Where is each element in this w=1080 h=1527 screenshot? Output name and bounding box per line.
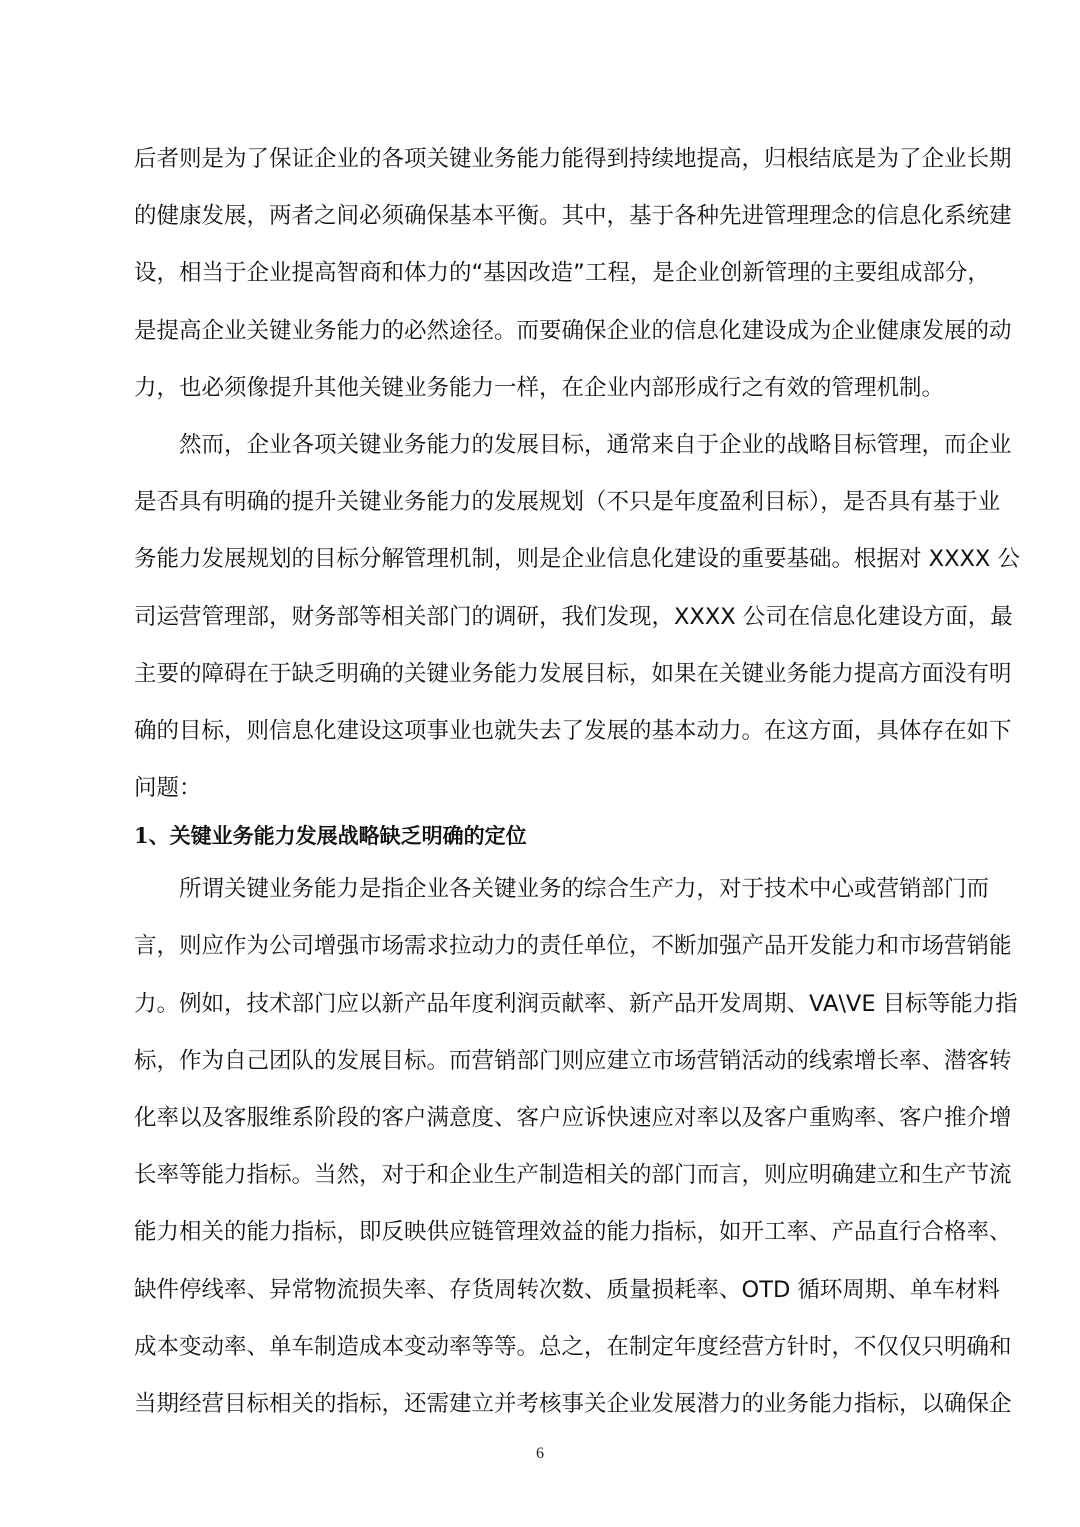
paragraph-line: 务能力发展规划的目标分解管理机制，则是企业信息化建设的重要基础。根据对 XXXX 公 bbox=[134, 546, 1020, 573]
paragraph-line: 长率等能力指标。当然，对于和企业生产制造相关的部门而言，则应明确建立和生产节流 bbox=[134, 1162, 1012, 1189]
paragraph-line: 所谓关键业务能力是指企业各关键业务的综合生产力，对于技术中心或营销部门而 bbox=[179, 876, 990, 903]
paragraph-line: 的健康发展，两者之间必须确保基本平衡。其中，基于各种先进管理理念的信息化系统建 bbox=[134, 203, 1012, 230]
paragraph-line: 标，作为自己团队的发展目标。而营销部门则应建立市场营销活动的线索增长率、潜客转 bbox=[134, 1047, 1012, 1074]
paragraph-line: 力，也必须像提升其他关键业务能力一样，在企业内部形成行之有效的管理机制。 bbox=[134, 374, 945, 401]
paragraph-line: 当期经营目标相关的指标，还需建立并考核事关企业发展潜力的业务能力指标，以确保企 bbox=[134, 1390, 1012, 1417]
paragraph-2 bbox=[134, 417, 1020, 817]
paragraph-line: 设，相当于企业提高智商和体力的“基因改造”工程，是企业创新管理的主要组成部分， bbox=[134, 260, 990, 287]
paragraph-line: 缺件停线率、异常物流损失率、存货周转次数、质量损耗率、OTD 循环周期、单车材料 bbox=[134, 1276, 1000, 1303]
paragraph-line: 言，则应作为公司增强市场需求拉动力的责任单位，不断加强产品开发能力和市场营销能 bbox=[134, 933, 1012, 960]
paragraph-line: 主要的障碍在于缺乏明确的关键业务能力发展目标，如果在关键业务能力提高方面没有明 bbox=[134, 660, 1012, 687]
page-body bbox=[134, 131, 1020, 1433]
paragraph-line: 是提高企业关键业务能力的必然途径。而要确保企业的信息化建设成为企业健康发展的动 bbox=[134, 317, 1012, 344]
paragraph-line: 问题： bbox=[134, 775, 202, 802]
page-number: 6 bbox=[536, 1445, 544, 1462]
paragraph-line: 司运营管理部，财务部等相关部门的调研，我们发现，XXXX 公司在信息化建设方面，最 bbox=[134, 603, 1013, 630]
paragraph-line: 力。例如，技术部门应以新产品年度利润贡献率、新产品开发周期、VA\VE 目标等能力指 bbox=[134, 990, 1018, 1017]
paragraph-1 bbox=[134, 131, 1012, 417]
paragraph-line: 后者则是为了保证企业的各项关键业务能力能得到持续地提高，归根结底是为了企业长期 bbox=[134, 146, 1012, 172]
paragraph-line: 化率以及客服维系阶段的客户满意度、客户应诉快速应对率以及客户重购率、客户推介增 bbox=[134, 1105, 1012, 1131]
paragraph-line: 成本变动率、单车制造成本变动率等等。总之，在制定年度经营方针时，不仅仅只明确和 bbox=[134, 1333, 1012, 1360]
section-heading: 1、关键业务能力发展战略缺乏明确的定位 bbox=[134, 823, 527, 849]
paragraph-line: 是否具有明确的提升关键业务能力的发展规划（不只是年度盈利目标），是否具有基于业 bbox=[134, 489, 1001, 516]
paragraph-3 bbox=[134, 861, 1018, 1433]
paragraph-line: 然而，企业各项关键业务能力的发展目标，通常来自于企业的战略目标管理，而企业 bbox=[179, 431, 1012, 458]
paragraph-line: 能力相关的能力指标，即反映供应链管理效益的能力指标，如开工率、产品直行合格率、 bbox=[134, 1219, 1012, 1246]
paragraph-line: 确的目标，则信息化建设这项事业也就失去了发展的基本动力。在这方面，具体存在如下 bbox=[134, 717, 1012, 744]
